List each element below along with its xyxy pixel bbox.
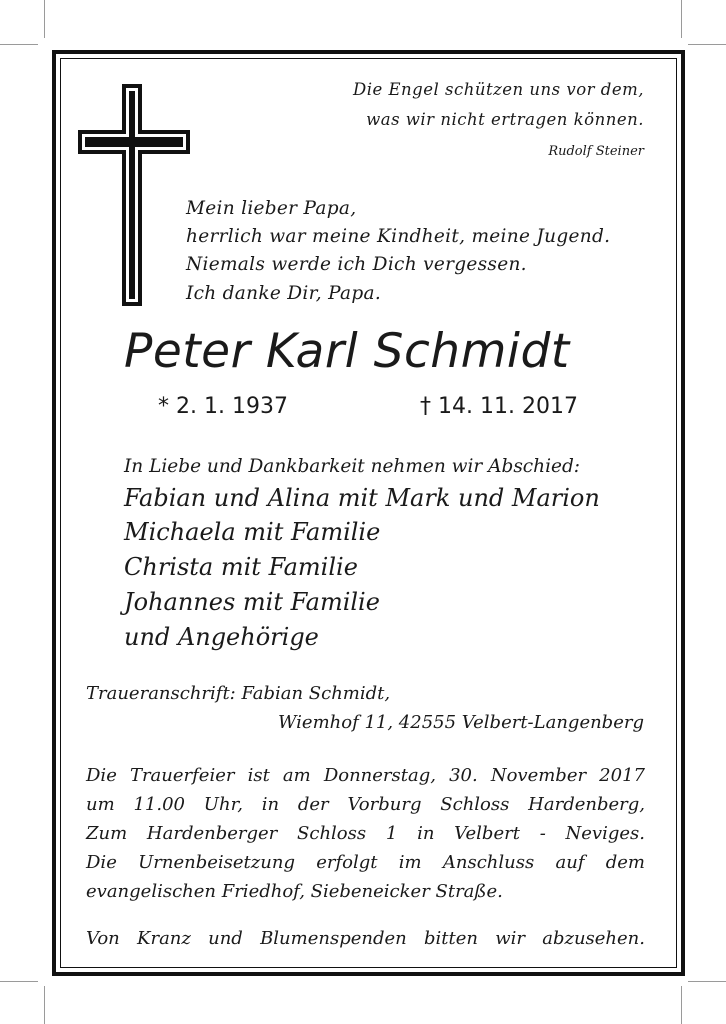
- death-date: † 14. 11. 2017: [420, 394, 578, 419]
- deceased-name: Peter Karl Schmidt: [124, 324, 570, 379]
- address-line-1: Traueranschrift: Fabian Schmidt,: [86, 683, 391, 704]
- mourner-line: Johannes mit Familie: [124, 588, 380, 616]
- mourner-line: Michaela mit Familie: [124, 518, 381, 546]
- crop-mark: [681, 986, 682, 1024]
- crop-mark: [0, 44, 38, 45]
- crop-mark: [0, 981, 38, 982]
- verse-line: Mein lieber Papa,: [186, 198, 357, 219]
- ceremony-line: Die Urnenbeisetzung erfolgt im Anschluss auf dem: [86, 852, 645, 873]
- ceremony-line: Die Trauerfeier ist am Donnerstag, 30. November 2017: [86, 765, 645, 786]
- crop-mark: [44, 0, 45, 38]
- verse-line: herrlich war meine Kindheit, meine Jugend.: [186, 226, 611, 247]
- crop-mark: [681, 0, 682, 38]
- ceremony-line: evangelischen Friedhof, Siebeneicker Straße.: [86, 881, 503, 902]
- mourner-line: und Angehörige: [124, 623, 319, 651]
- mourner-line: Christa mit Familie: [124, 553, 358, 581]
- quote-author: Rudolf Steiner: [548, 144, 644, 159]
- crop-mark: [688, 981, 726, 982]
- birth-date: * 2. 1. 1937: [158, 394, 288, 419]
- ceremony-line: Zum Hardenberger Schloss 1 in Velbert - Neviges.: [86, 823, 645, 844]
- latin-cross-icon: [78, 84, 190, 306]
- ceremony-line: um 11.00 Uhr, in der Vorburg Schloss Hardenberg,: [86, 794, 645, 815]
- address-line-2: Wiemhof 11, 42555 Velbert-Langenberg: [277, 712, 644, 733]
- crop-mark: [44, 986, 45, 1024]
- crop-mark: [688, 44, 726, 45]
- closing-note: Von Kranz und Blumenspenden bitten wir abzusehen.: [86, 928, 645, 949]
- quote-line: Die Engel schützen uns vor dem,: [352, 80, 644, 99]
- quote-line: was wir nicht ertragen können.: [366, 110, 644, 129]
- mourners-intro: In Liebe und Dankbarkeit nehmen wir Abschied:: [124, 456, 581, 477]
- verse-line: Ich danke Dir, Papa.: [186, 283, 382, 304]
- verse-line: Niemals werde ich Dich vergessen.: [186, 254, 527, 275]
- mourner-line: Fabian und Alina mit Mark und Marion: [124, 484, 600, 512]
